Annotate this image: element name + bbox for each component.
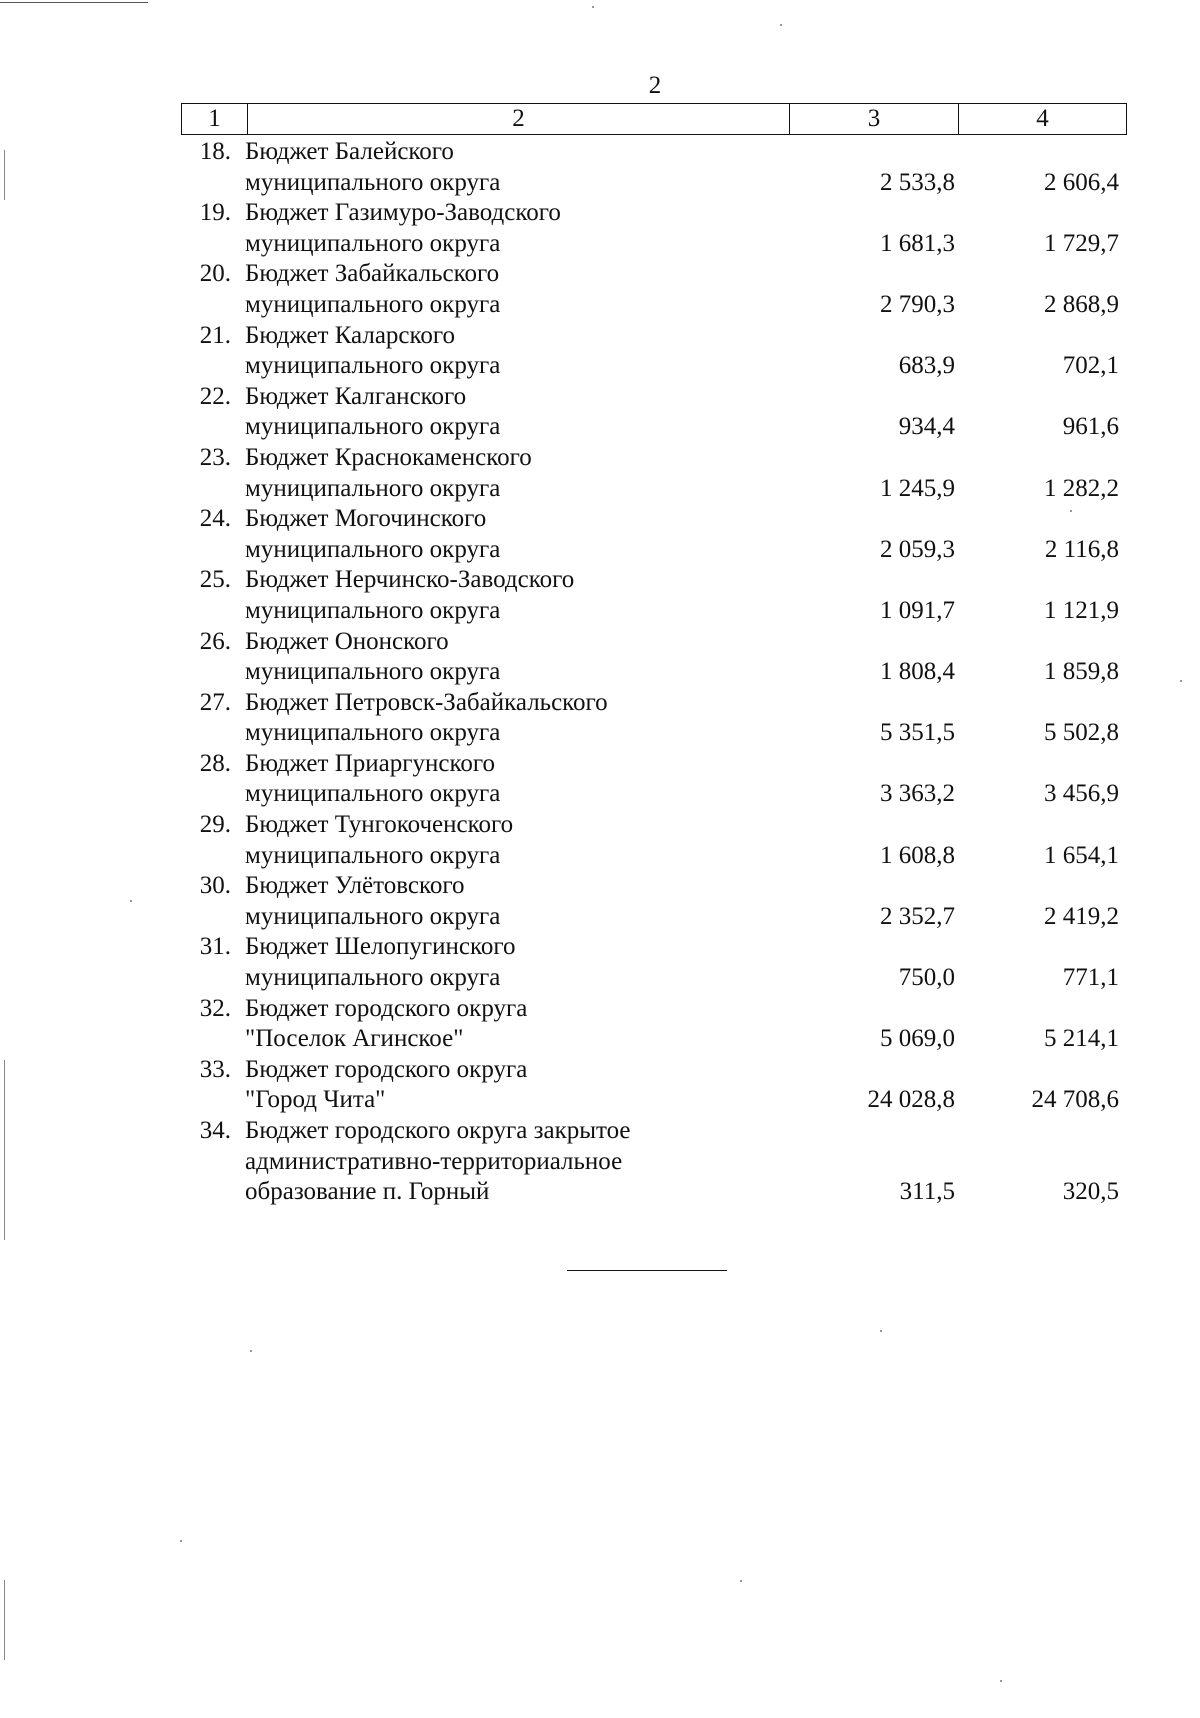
budget-name: Бюджет городского округа "Поселок Агинское" bbox=[245, 994, 528, 1053]
end-of-table-rule bbox=[567, 1270, 727, 1271]
row-number: 26. bbox=[199, 627, 231, 655]
table-row bbox=[181, 321, 1127, 382]
row-number: 25. bbox=[199, 566, 231, 594]
budget-name: Бюджет Шелопугинского муниципального округа bbox=[245, 933, 516, 992]
row-number: 31. bbox=[199, 933, 231, 961]
budget-name: Бюджет Балейского муниципального округа bbox=[245, 138, 501, 196]
table-header-col-1: 1 bbox=[182, 104, 248, 134]
scan-speck bbox=[1000, 1680, 1002, 1682]
value-col-4: 3 456,9 bbox=[1044, 780, 1119, 808]
budget-name: Бюджет Петровск-Забайкальского муниципального округа bbox=[245, 688, 608, 747]
row-number: 23. bbox=[199, 443, 231, 471]
scan-speck bbox=[250, 1350, 252, 1352]
row-number: 18. bbox=[199, 138, 231, 165]
row-number: 29. bbox=[199, 811, 231, 839]
value-col-3: 24 028,8 bbox=[867, 1086, 955, 1114]
value-col-4: 2 419,2 bbox=[1044, 902, 1119, 930]
row-number: 21. bbox=[199, 321, 231, 349]
budget-name: Бюджет Тунгокоченского муниципального округа bbox=[245, 811, 514, 869]
budget-name: Бюджет Краснокаменского муниципального округа bbox=[245, 443, 532, 502]
scan-speck bbox=[1070, 510, 1072, 512]
value-col-3: 311,5 bbox=[899, 1178, 955, 1206]
budget-name: Бюджет городского округа "Город Чита" bbox=[245, 1055, 528, 1114]
value-col-3: 2 790,3 bbox=[880, 290, 955, 318]
value-col-3: 1 681,3 bbox=[880, 229, 955, 257]
scan-speck bbox=[740, 1580, 742, 1582]
row-number: 28. bbox=[199, 749, 231, 777]
table-row bbox=[181, 1116, 1127, 1208]
budget-name: Бюджет Каларского муниципального округа bbox=[245, 321, 501, 380]
row-number: 32. bbox=[199, 994, 231, 1022]
scan-speck bbox=[1180, 680, 1182, 682]
budget-name: Бюджет Нерчинско-Заводского муниципального округа bbox=[245, 566, 575, 624]
scan-speck bbox=[180, 1540, 182, 1542]
budget-name: Бюджет Забайкальского муниципального округа bbox=[245, 260, 501, 318]
budget-name: Бюджет Калганского муниципального округа bbox=[245, 382, 501, 441]
value-col-4: 2 868,9 bbox=[1044, 290, 1119, 318]
value-col-4: 702,1 bbox=[1062, 352, 1119, 380]
value-col-3: 750,0 bbox=[898, 964, 955, 992]
value-col-3: 1 091,7 bbox=[880, 596, 955, 624]
scan-artifact-left-edge bbox=[4, 1060, 5, 1240]
table-row bbox=[181, 565, 1127, 626]
value-col-3: 1 245,9 bbox=[880, 474, 955, 502]
value-col-3: 2 533,8 bbox=[880, 168, 955, 196]
scan-artifact-left-edge bbox=[4, 150, 5, 200]
table-row bbox=[181, 627, 1127, 688]
value-col-4: 2 116,8 bbox=[1044, 535, 1119, 563]
row-number: 20. bbox=[199, 260, 231, 288]
table-header-col-2: 2 bbox=[248, 104, 790, 134]
scan-speck bbox=[130, 900, 132, 902]
budget-name: Бюджет городского округа закрытое административно-территориальное образование п. Горный bbox=[245, 1117, 631, 1206]
value-col-3: 1 608,8 bbox=[880, 841, 955, 869]
table-row bbox=[181, 504, 1127, 565]
value-col-4: 320,5 bbox=[1062, 1178, 1119, 1206]
value-col-3: 3 363,2 bbox=[880, 780, 955, 808]
budget-name: Бюджет Ононского муниципального округа bbox=[245, 627, 501, 686]
scan-speck bbox=[880, 1330, 882, 1332]
row-number: 19. bbox=[199, 199, 231, 227]
table-row bbox=[181, 994, 1127, 1055]
budget-name: Бюджет Газимуро-Заводского муниципального округа bbox=[245, 199, 561, 257]
value-col-4: 5 502,8 bbox=[1044, 719, 1119, 747]
table-row bbox=[181, 259, 1127, 320]
page-number: 2 bbox=[648, 72, 662, 99]
value-col-4: 1 121,9 bbox=[1044, 596, 1119, 624]
value-col-3: 683,9 bbox=[898, 352, 955, 380]
value-col-4: 1 859,8 bbox=[1044, 658, 1119, 686]
table-row bbox=[181, 932, 1127, 993]
row-number: 30. bbox=[199, 872, 231, 900]
row-number: 27. bbox=[199, 688, 231, 716]
table-row bbox=[181, 198, 1127, 259]
table-header-row bbox=[181, 103, 1127, 135]
value-col-3: 5 069,0 bbox=[880, 1025, 955, 1053]
value-col-4: 1 282,2 bbox=[1044, 474, 1119, 502]
scan-artifact-top-line bbox=[0, 2, 148, 3]
value-col-4: 1 654,1 bbox=[1044, 841, 1119, 869]
row-number: 24. bbox=[199, 505, 231, 533]
table-row bbox=[181, 443, 1127, 504]
table-row bbox=[181, 749, 1127, 810]
scan-artifact-left-edge bbox=[4, 1580, 5, 1660]
table-row bbox=[181, 1055, 1127, 1116]
table-row bbox=[181, 137, 1127, 198]
table-header-col-3: 3 bbox=[790, 104, 959, 134]
budget-name: Бюджет Могочинского муниципального округа bbox=[245, 505, 501, 563]
value-col-3: 5 351,5 bbox=[880, 719, 955, 747]
table-row bbox=[181, 871, 1127, 932]
row-number: 33. bbox=[199, 1055, 231, 1083]
row-number: 34. bbox=[199, 1117, 231, 1144]
value-col-3: 1 808,4 bbox=[880, 658, 955, 686]
budget-name: Бюджет Приаргунского муниципального округа bbox=[245, 749, 501, 808]
value-col-3: 2 059,3 bbox=[880, 535, 955, 563]
value-col-4: 771,1 bbox=[1062, 964, 1119, 992]
scan-speck bbox=[780, 24, 782, 26]
value-col-3: 934,4 bbox=[898, 413, 955, 441]
value-col-4: 5 214,1 bbox=[1044, 1025, 1119, 1053]
row-number: 22. bbox=[199, 382, 231, 410]
budget-name: Бюджет Улётовского муниципального округа bbox=[245, 872, 501, 930]
table-header-col-4: 4 bbox=[1036, 105, 1049, 132]
value-col-3: 2 352,7 bbox=[880, 902, 955, 930]
value-col-4: 2 606,4 bbox=[1044, 168, 1119, 196]
value-col-4: 961,6 bbox=[1062, 413, 1119, 441]
scan-speck bbox=[592, 6, 594, 8]
value-col-4: 1 729,7 bbox=[1044, 229, 1119, 257]
table-row bbox=[181, 382, 1127, 443]
value-col-4: 24 708,6 bbox=[1031, 1086, 1119, 1114]
table-body bbox=[181, 137, 1127, 1208]
table-row bbox=[181, 688, 1127, 749]
table-row bbox=[181, 810, 1127, 871]
